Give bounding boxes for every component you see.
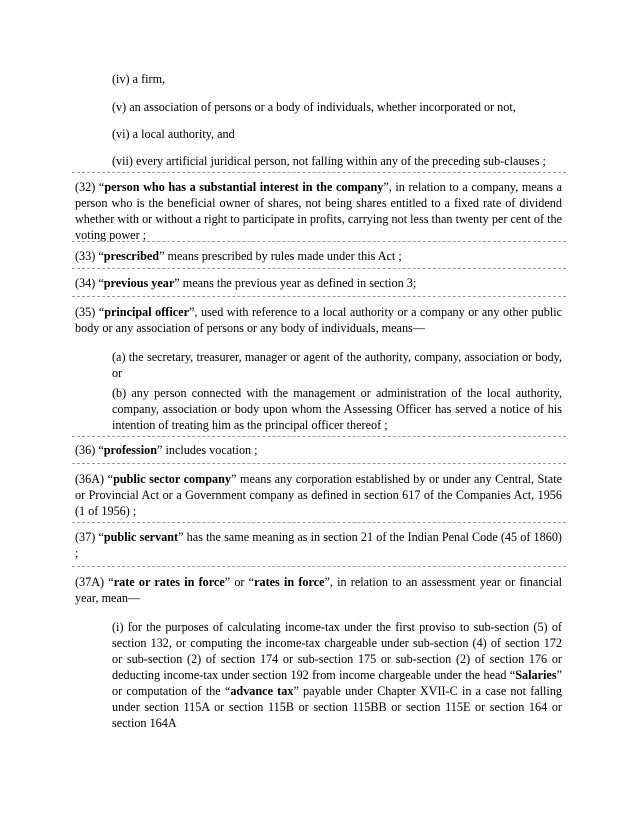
divider xyxy=(72,436,566,437)
definition-36a: (36A) “public sector company” means any corporation established by or under any Central, State or Provincial Act or a Government company as defined in section 617 of the Companies Act, 1956 (1 of 1956) ; xyxy=(75,472,563,518)
divider xyxy=(72,463,566,464)
definition-37a: (37A) “rate or rates in force” or “rates in force”, in relation to an assessment year or financial year, mean— xyxy=(75,575,562,605)
definition-34: (34) “previous year” means the previous year as defined in section 3; xyxy=(75,276,417,290)
definition-35-b: (b) any person connected with the management or administration of the local authority, company, association or body upon whom the Assessing Officer has served a notice of his intention of treating him as the principal officer thereof ; xyxy=(112,386,562,432)
divider xyxy=(72,296,566,297)
definition-37a-i: (i) for the purposes of calculating income-tax under the first proviso to sub-section (5) of section 132, or computing the income-tax chargeable under sub-section (4) of section 172 or sub-section (2) of section 174 or sub-section 175 or sub-section (2) of section 176 or deducting income-tax under section 192 from income chargeable under the head “Salaries” or computation of the “advance tax” payable under Chapter XVII-C in a case not falling under section 115A or section 115B or section 115BB or section 115E or section 164 or section 164A xyxy=(112,620,563,730)
term-public-servant: public servant xyxy=(103,530,179,544)
term-prescribed: prescribed xyxy=(103,249,160,263)
definition-36: (36) “profession” includes vocation ; xyxy=(75,443,258,457)
term-substantial-interest: person who has a substantial interest in the company xyxy=(104,180,384,194)
term-rates-in-force: rates in force xyxy=(254,575,325,589)
term-principal-officer: principal officer xyxy=(104,305,189,319)
subclause-vi: (vi) a local authority, and xyxy=(112,127,235,141)
definition-37: (37) “public servant” has the same meaning as in section 21 of the Indian Penal Code (45 of 1860) ; xyxy=(75,530,562,560)
definition-35-a: (a) the secretary, treasurer, manager or agent of the authority, company, association or body, or xyxy=(112,350,562,380)
subclause-v: (v) an association of persons or a body of individuals, whether incorporated or not, xyxy=(112,100,516,114)
divider xyxy=(72,522,566,523)
term-rate-or-rates-in-force: rate or rates in force xyxy=(113,575,225,589)
term-profession: profession xyxy=(103,443,158,457)
divider xyxy=(72,241,566,242)
term-public-sector-company: public sector company xyxy=(113,472,232,486)
definition-33: (33) “prescribed” means prescribed by rules made under this Act ; xyxy=(75,249,402,263)
subclause-vii: (vii) every artificial juridical person, not falling within any of the preceding sub-clauses ; xyxy=(112,154,546,168)
term-advance-tax: advance tax xyxy=(230,684,294,698)
term-previous-year: previous year xyxy=(103,276,175,290)
divider xyxy=(72,172,566,173)
term-salaries: Salaries xyxy=(515,668,557,682)
subclause-iv: (iv) a firm, xyxy=(112,72,166,86)
definition-32: (32) “person who has a substantial interest in the company”, in relation to a company, means a person who is the beneficial owner of shares, not being shares entitled to a fixed rate of dividend whether with or without a right to participate in profits, carrying not less than twenty per cent of the voting power ; xyxy=(75,180,562,242)
divider xyxy=(72,268,566,269)
definition-35: (35) “principal officer”, used with reference to a local authority or a company or any other public body or any association of persons or any body of individuals, means— xyxy=(75,305,563,335)
divider xyxy=(72,566,566,567)
